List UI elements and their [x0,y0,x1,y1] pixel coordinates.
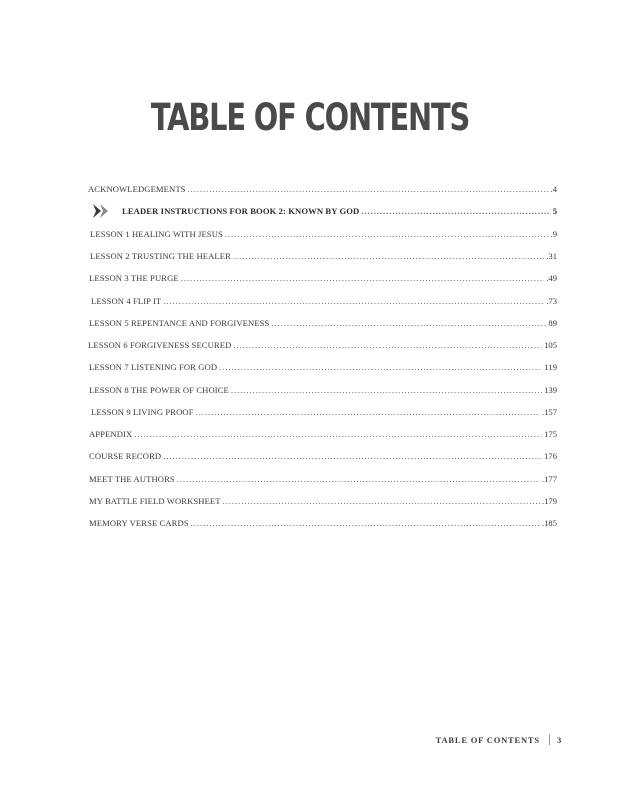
toc-entry-page: .157 [541,407,557,417]
toc-entry-title: MY BATTLE FIELD WORKSHEET [89,496,221,506]
toc-entry-page: 175 [544,429,557,439]
toc-entry-title: LESSON 7 LISTENING FOR GOD [89,362,218,372]
footer-section-title: TABLE OF CONTENTS [435,734,540,745]
toc-entry-page: 176 [544,451,557,461]
toc-entry-page: .49 [546,273,557,283]
dot-leader [219,361,542,373]
toc-entry [89,450,557,462]
toc-entry-page: .73 [546,296,557,306]
toc-entry [90,228,557,240]
dot-leader [191,517,540,529]
toc-entry-title: LESSON 8 THE POWER OF CHOICE [89,385,229,395]
dot-leader [223,495,540,507]
toc-entry [90,250,557,262]
toc-entry-title: COURSE RECORD [89,451,162,461]
toc-entry-title: APPENDIX [89,429,133,439]
page-footer [436,734,562,745]
toc-entry-page: 5 [552,206,557,216]
toc-entry [89,272,557,284]
toc-entry-title: LESSON 4 FLIP IT [91,296,162,306]
toc-entry [88,183,557,195]
dot-leader [177,473,540,485]
toc-entry-page: 119 [544,362,557,372]
dot-leader [233,339,542,351]
toc-entry-title: MEET THE AUTHORS [89,474,175,484]
toc-entry-title: LESSON 6 FORGIVENESS SECURED [88,340,232,350]
toc-entry-title: LESSON 5 REPENTANCE AND FORGIVENESS [89,318,270,328]
toc-entry-title: LESSON 1 HEALING WITH JESUS [90,229,223,239]
dot-leader [271,317,546,329]
toc-entry [91,295,557,307]
toc-entry-title: ACKNOWLEDGEMENTS [88,184,186,194]
toc-entry-title: MEMORY VERSE CARDS [89,518,189,528]
toc-entry-page: .177 [541,474,557,484]
dot-leader [134,428,542,440]
toc-entry-page: .9 [550,229,557,239]
toc-entry [89,361,557,373]
toc-entry [89,317,557,329]
toc-entry-page: 139 [544,385,557,395]
toc-entry-page: .185 [541,518,557,528]
toc-entry [89,428,557,440]
toc-entry-title: LESSON 2 TRUSTING THE HEALER [90,251,231,261]
dot-leader [361,205,550,217]
toc-entry [91,406,557,418]
toc-entry [89,384,557,396]
toc-entry-page: 89 [548,318,557,328]
page-title: TABLE OF CONTENTS [150,96,470,139]
dot-leader [163,295,544,307]
toc-entry [89,517,557,529]
toc-entry-title: LESSON 9 LIVING PROOF [91,407,194,417]
toc-entry-page: .179 [541,496,557,506]
toc-entry [122,205,557,217]
dot-leader [188,183,549,195]
toc-entry-page: .31 [546,251,557,261]
dot-leader [196,406,540,418]
double-chevron-right-icon [92,203,114,219]
toc-entry-title: LESSON 3 THE PURGE [89,273,179,283]
toc-entry [89,495,557,507]
dot-leader [233,250,544,262]
toc-entry [88,339,557,351]
footer-page-number: 3 [556,734,562,745]
toc-entry-page: .4 [550,184,557,194]
toc-entry-page: 105 [544,340,557,350]
dot-leader [181,272,545,284]
dot-leader [163,450,542,462]
dot-leader [225,228,549,240]
dot-leader [231,384,542,396]
toc-entry-title: LEADER INSTRUCTIONS FOR BOOK 2: KNOWN BY GOD [122,206,360,216]
footer-divider [549,734,550,745]
toc-entry [89,473,557,485]
